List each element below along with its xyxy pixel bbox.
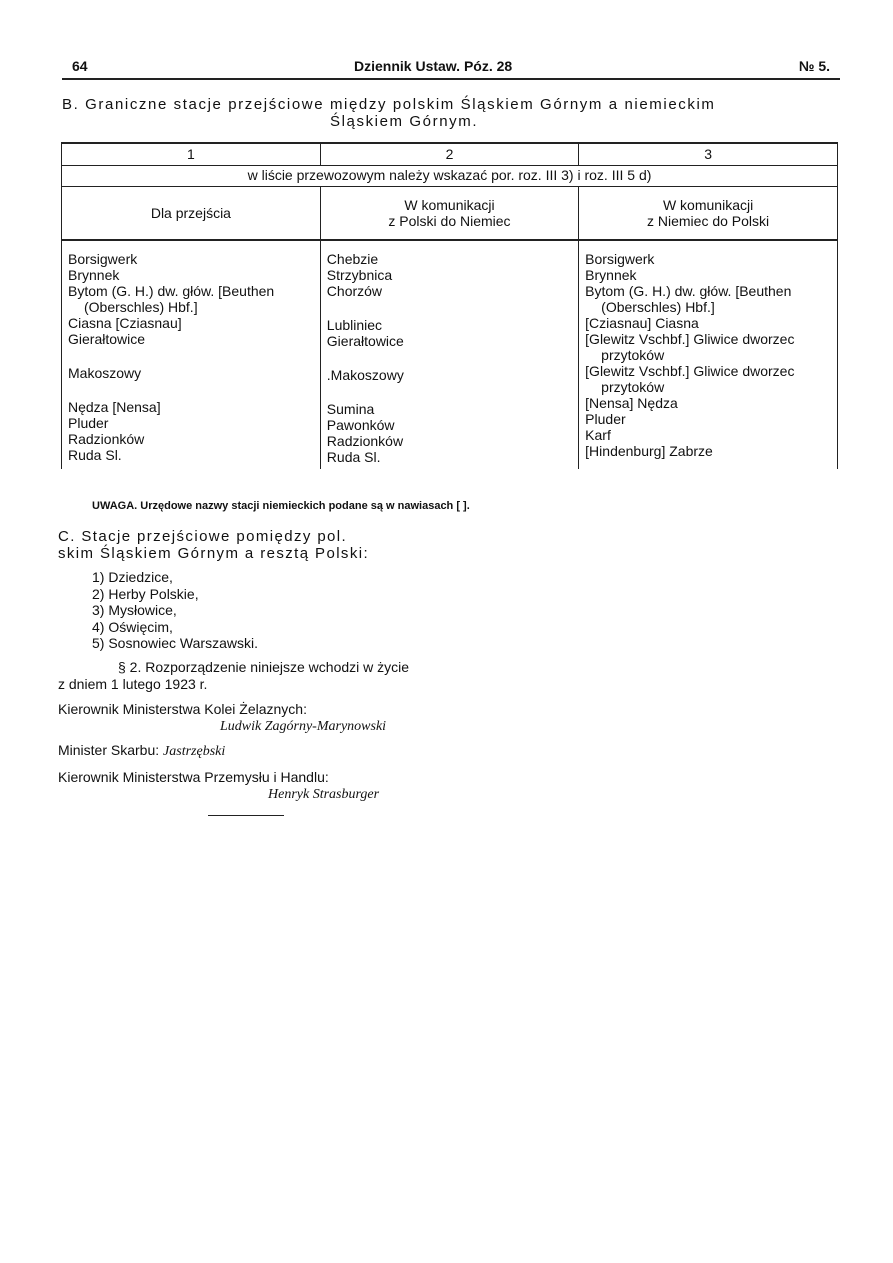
signature-role: Kierownik Ministerstwa Przemysłu i Handlu: <box>58 769 329 785</box>
section-b-heading <box>62 96 842 130</box>
col2-stations <box>320 240 578 469</box>
station: (Oberschles) Hbf.] <box>601 299 715 315</box>
col1-header: Dla przejścia <box>62 187 321 241</box>
col3-header-line1: W komunikacji <box>662 197 754 213</box>
station: Chorzów <box>326 283 383 299</box>
station: [Hindenburg] Zabrze <box>585 443 713 459</box>
page-header <box>62 58 840 80</box>
section-b-line1: B. Graniczne stacje przejściowe między polskim Śląskiem Górnym a niemieckim <box>62 96 716 113</box>
station: przytoków <box>601 347 665 363</box>
col3-header <box>579 187 838 241</box>
signature-role: Kierownik Ministerstwa Kolei Żelaznych: <box>58 701 307 717</box>
column-number-row <box>62 143 838 166</box>
station: [Glewitz Vschbf.] Gliwice dworzec <box>585 363 795 379</box>
col-number-2: 2 <box>320 143 578 166</box>
station: Bytom (G. H.) dw. głów. [Beuthen <box>585 283 792 299</box>
signature-block-3 <box>58 769 379 803</box>
station: .Makoszowy <box>326 367 404 383</box>
station: Pawonków <box>326 417 395 433</box>
closing-rule <box>208 815 284 816</box>
waybill-note-row <box>62 166 838 187</box>
section-c-heading <box>58 528 458 562</box>
col-number-3: 3 <box>579 143 838 166</box>
signature-name: Ludwik Zagórny-Marynowski <box>220 719 387 734</box>
col3-header-line2: z Niemiec do Polski <box>647 213 770 229</box>
paragraph-2 <box>58 659 458 692</box>
waybill-note: w liście przewozowym należy wskazać por. roz. III 3) i roz. III 5 d) <box>62 166 838 187</box>
station: Pluder <box>585 411 626 427</box>
list-item: 1) Dziedzice, <box>92 569 173 585</box>
section-c-line2: skim Śląskiem Górnym a resztą Polski: <box>58 545 370 562</box>
station: Brynnek <box>68 267 120 283</box>
col2-header-line2: z Polski do Niemiec <box>388 213 511 229</box>
station: Gierałtowice <box>326 333 404 349</box>
station: Brynnek <box>585 267 637 283</box>
header-divider <box>62 78 840 80</box>
signature-name: Henryk Strasburger <box>268 787 380 802</box>
signature-block-1 <box>58 701 386 735</box>
station: Chebzie <box>326 251 379 267</box>
station: Strzybnica <box>326 267 393 283</box>
stations-row <box>62 240 838 469</box>
col1-stations <box>62 240 321 469</box>
col-number-1: 1 <box>62 143 321 166</box>
list-item: 4) Oświęcim, <box>92 618 173 635</box>
station: Ruda Sl. <box>68 447 122 463</box>
col2-header <box>320 187 578 241</box>
signature-role: Minister Skarbu: <box>58 742 160 758</box>
station: [Nensa] Nędza <box>585 395 678 411</box>
list-item: 2) Herby Polskie, <box>92 585 199 602</box>
signature-name: Jastrzębski <box>163 744 226 759</box>
station: przytoków <box>601 379 665 395</box>
station: Ruda Sl. <box>326 449 381 465</box>
uwaga-note: UWAGA. Urzędowe nazwy stacji niemieckich podane są w nawiasach [ ]. <box>92 500 470 512</box>
section-c-line1: C. Stacje przejściowe pomiędzy pol. <box>58 528 348 545</box>
station: Karf <box>585 427 611 443</box>
paragraph-2-line1: § 2. Rozporządzenie niniejsze wchodzi w życie <box>118 659 410 675</box>
section-b-line2: Śląskiem Górnym. <box>330 113 479 130</box>
paragraph-2-line2: z dniem 1 lutego 1923 r. <box>58 675 208 692</box>
list-item: 3) Mysłowice, <box>92 602 177 618</box>
station: Borsigwerk <box>68 251 138 267</box>
header-row <box>62 187 838 241</box>
station: Bytom (G. H.) dw. głów. [Beuthen <box>68 283 275 299</box>
station: Borsigwerk <box>585 251 655 267</box>
station: Ciasna [Cziasnau] <box>68 315 182 331</box>
page-number: 64 <box>72 58 88 74</box>
list-item: 5) Sosnowiec Warszawski. <box>92 635 258 651</box>
station: Nędza [Nensa] <box>68 399 161 415</box>
station: [Glewitz Vschbf.] Gliwice dworzec <box>585 331 795 347</box>
border-stations-table <box>61 142 838 469</box>
station: Lubliniec <box>326 317 383 333</box>
signature-block-2 <box>58 742 225 760</box>
col2-header-line1: W komunikacji <box>404 197 495 213</box>
station: Radzionków <box>326 433 404 449</box>
station: Makoszowy <box>68 365 142 381</box>
station: Radzionków <box>68 431 145 447</box>
station: Sumina <box>326 401 375 417</box>
journal-title: Dziennik Ustaw. Póz. 28 <box>354 58 513 74</box>
station: [Cziasnau] Ciasna <box>585 315 699 331</box>
col3-stations <box>579 240 838 469</box>
station: Gierałtowice <box>68 331 146 347</box>
section-c-list <box>92 569 258 652</box>
station: Pluder <box>68 415 109 431</box>
issue-number: № 5. <box>798 58 830 74</box>
station: (Oberschles) Hbf.] <box>84 299 198 315</box>
